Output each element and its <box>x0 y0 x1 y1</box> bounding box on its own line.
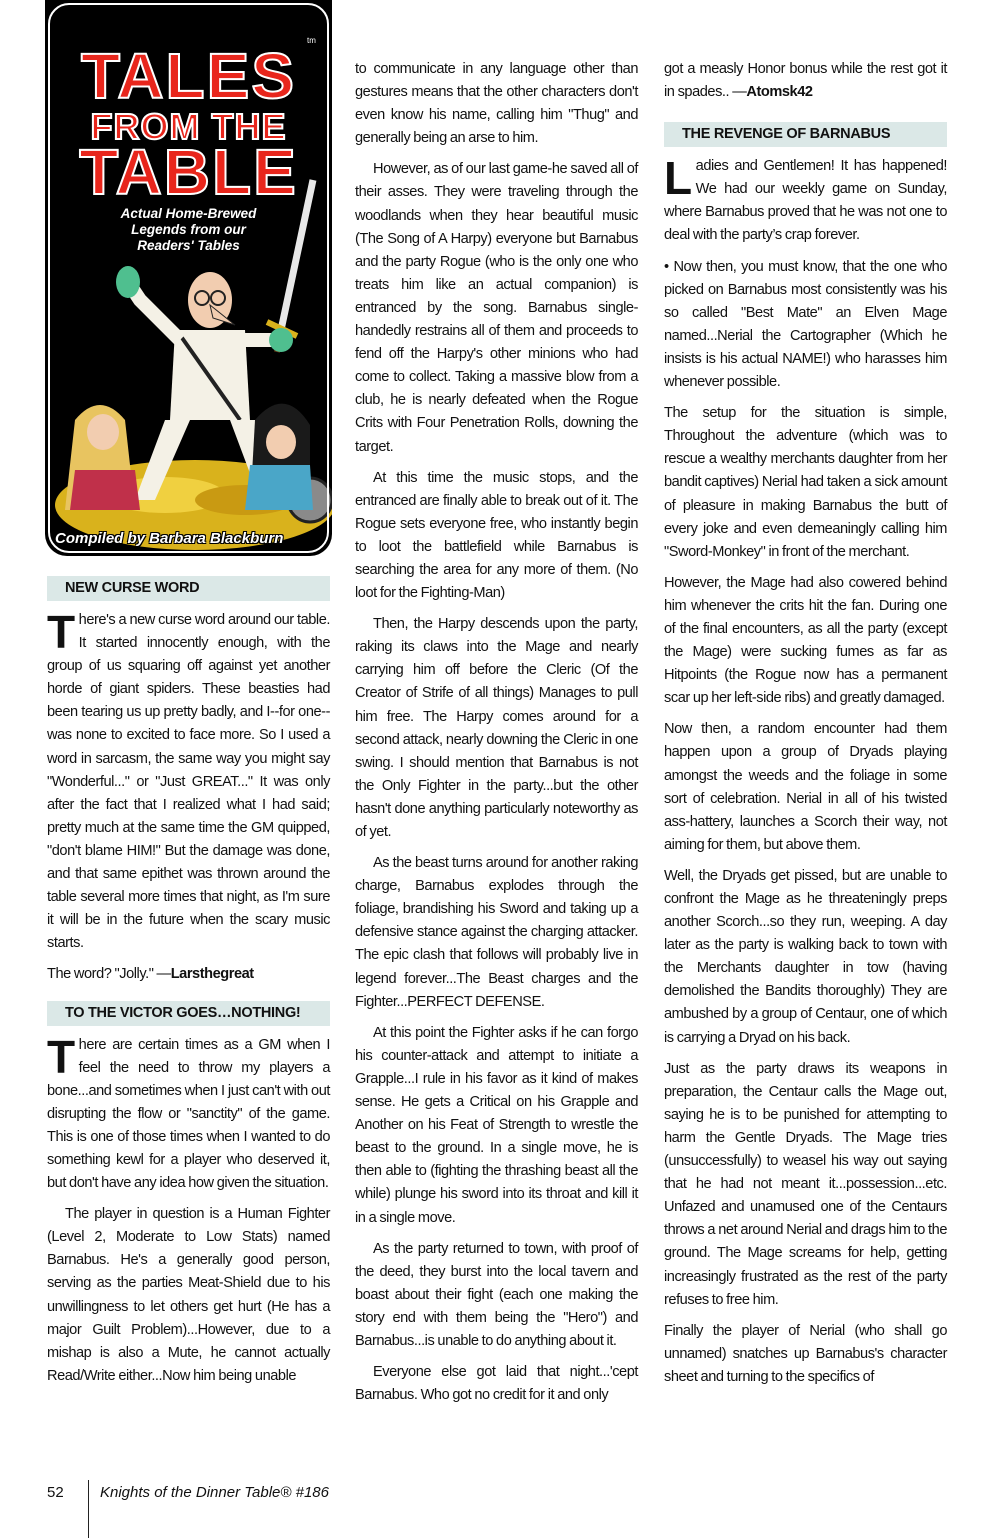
victor-paragraph-5: At this time the music stops, and the entranced are finally able to break out of it. The Rogue sets everyone free, who instantly begin to loot the battlefield while Barnabus is searching the area for any more of them. (No loot for the Fighting-Man) <box>355 469 638 602</box>
curse-word-paragraph-1 <box>47 606 330 955</box>
footer-divider <box>88 1480 89 1538</box>
column-middle <box>355 58 638 1415</box>
victor-paragraph-8: At this point the Fighter asks if he can forgo his counter-attack and attempt to initiate a Grapple...I rule in his favor as it kind of makes sense. He gets a Critical on his Grapple and Another on his Feat of Strength to wrestle the beast to the ground. In a single move, he is then able to (fighting the thrashing beast all the while) plunge his sword into its throat and kill it in a single move. <box>355 1024 638 1226</box>
dropcap: L <box>664 152 692 205</box>
author-signature: Atomsk42 <box>746 84 813 101</box>
paragraph-text: here's a new curse word around our table. It started innocently enough, with the group of us squaring off against yet another horde of giant spiders. These beasties had been tearing us up pretty badly, and I--for one--was none to excited to face more. So I used a word in sarcasm, the same way you might say "Wonderful..." or "Just GREAT..." It was only after the fact that I realized what I had said; pretty much at the same time the GM quipped, "don't blame HIM!" But the damage was done, and that same epithet was thrown around the table several more times that night, as I'm sure it will be in the future when the scary music starts. <box>47 612 330 952</box>
victor-paragraph-3: to communicate in any language other than gestures means that the other characters don't even know his name, calling him "Thug" and generally being an arse to him. <box>355 61 638 147</box>
author-signature: Larsthegreat <box>170 966 254 983</box>
victor-paragraph-6: Then, the Harpy descends upon the party, raking its claws into the Mage and nearly carrying him off before the Cleric (Of the Creator of Strife of all things) Manages to pull him free. The Harpy comes around for a second attack, nearly downing the Cleric in one swing. I should mention that Barnabus is not the Only Fighter in the party...but the other hasn't done anything particularly noteworthy as of yet. <box>355 616 638 840</box>
revenge-paragraph-8: Finally the player of Nerial (who shall go unnamed) snatches up Barnabus's character sheet and turning to the specifics of <box>664 1322 947 1385</box>
column-left <box>47 576 330 1396</box>
revenge-paragraph-6: Well, the Dryads get pissed, but are unable to confront the Mage as he threateningly preps another Scorch...so they run, weeping. A day later as the party is walking back to town with the Merchants daughter in tow (having demolished the Bandits thoroughly) They are ambushed by a group of Centaur, one of which is carrying a Dryad on his back. <box>664 867 947 1046</box>
revenge-paragraph-7: Just as the party draws its weapons in preparation, the Centaur calls the Mage out, saying he is to be punished for attempting to harm the Gentle Dryads. The Mage tries (unsuccessfully) to weasel his way out saying that he had not meant it...possession...etc. Unfazed and unamused one of the Centaurs throws a net around Nerial and drags him to the ground. The Mage screams for help, getting increasingly frustrated as the rest of the party refuses to free him. <box>664 1060 947 1308</box>
paragraph-text: here are certain times as a GM when I feel the need to throw my players a bone...and sometimes when I just can't with out disrupting the flow or "sanctity" of the game. This is one of those times when I wanted to do something kewl for a player who deserved it, but don't have any idea how given the situation. <box>47 1036 330 1192</box>
victor-paragraph-7: As the beast turns around for another raking charge, Barnabus explodes through the foliage, brandishing his Sword and taking up a defensive stance against the charging attacker. The epic clash that follows will probably live in legend forever...The Beast charges and the Fighter...PERFECT DEFENSE. <box>355 855 638 1010</box>
heading-revenge-of-barnabus: THE REVENGE OF BARNABUS <box>664 122 947 147</box>
dropcap: T <box>47 606 75 658</box>
heading-to-the-victor-goes-nothing: TO THE VICTOR GOES…NOTHING! <box>47 1001 330 1026</box>
tagline-line-2: Legends from our <box>131 222 246 237</box>
victor-paragraph-4: However, as of our last game-he saved all of their asses. They were traveling through the woodlands when they hear beautiful music (The Song of A Harpy) everyone but Barnabus and the party Rogue (who is the only one who treats him like an actual companion) is entranced by the song. Barnabus single-handedly restrains all of them and proceeds to fend off the Harpy's other minions who had come to collect. Taking a massive blow from a club, he is nearly defeated when the Rogue Crits with Four Penetration Rolls, downing the target. <box>355 161 638 455</box>
magazine-title: Knights of the Dinner Table® #186 <box>100 1484 329 1501</box>
curse-word-paragraph-2 <box>47 963 330 986</box>
victor-paragraph-9: As the party returned to town, with proof of the deed, they burst into the local tavern and boast about their fight (each one making the story end with them being the "Hero") and Barnabus...is unable to do anything about it. <box>355 1240 638 1349</box>
page-number: 52 <box>47 1484 64 1501</box>
paragraph-text: got a measly Honor bonus while the rest got it in spades.. — <box>664 61 947 101</box>
paragraph-text: adies and Gentlemen! It has happened! We had our weekly game on Sunday, where Barnabus proved that he was not one to deal with the party’s crap forever. <box>664 158 947 244</box>
victor-paragraph-11 <box>664 58 947 104</box>
logo-words-from-the: FROM THE <box>90 106 287 147</box>
paragraph-text: The word? "Jolly." — <box>47 966 171 983</box>
revenge-paragraph-1 <box>664 152 947 247</box>
tagline-line-3: Readers' Tables <box>137 238 240 253</box>
dropcap: T <box>47 1030 75 1083</box>
column-right <box>664 58 947 1397</box>
victor-paragraph-10: Everyone else got laid that night...'cept Barnabus. Who got no credit for it and only <box>355 1364 638 1404</box>
revenge-paragraph-5: Now then, a random encounter had them happen upon a group of Dryads playing amongst the weeds and the foliage in some sort of celebration. Nerial in all of his twisted ass-hattery, launches a Scorch their way, not aiming for them, but above them. <box>664 721 947 853</box>
victor-paragraph-2: The player in question is a Human Fighter (Level 2, Moderate to Low Stats) named Barnabus. He's a generally good person, serving as the parties Meat-Shield due to his unwillingness to let others get hurt (He has a major Guilt Problem)...However, due to a mishap is also a Mute, he cannot actually Read/Write either...Now him being unable <box>47 1206 330 1384</box>
victor-paragraph-1 <box>47 1030 330 1196</box>
tagline-line-1: Actual Home-Brewed <box>120 206 257 221</box>
trademark-symbol: tm <box>307 36 316 45</box>
logo-word-tales: TALES <box>80 40 297 112</box>
revenge-paragraph-4: However, the Mage had also cowered behind him whenever the crits hit the fan. During one of the final encounters, as all the party (except the Mage) were sucking fumes as far as Hitpoints (the Rogue now has a permanent scar up her left-side ribs) and greatly damaged. <box>664 574 947 707</box>
compiled-by-credit: Compiled by Barbara Blackburn <box>55 530 284 547</box>
revenge-paragraph-2: • Now then, you must know, that the one who picked on Barnabus most consistently was his so called "Best Mate" an Elven Mage named...Nerial the Cartographer (Which he insists is his actual NAME!) who harasses him whenever possible. <box>664 258 947 391</box>
heading-new-curse-word: NEW CURSE WORD <box>47 576 330 601</box>
logo-word-table: TABLE <box>79 136 298 208</box>
revenge-paragraph-3: The setup for the situation is simple, Throughout the adventure (which was to rescue a wealthy merchants daughter from her bandit captives) Nerial had taken a sick amount of pleasure in making Barnabus the butt of every joke and even demeaningly calling him "Sword-Monkey" in front of the merchant. <box>664 405 947 560</box>
tales-from-the-table-banner <box>45 0 332 556</box>
